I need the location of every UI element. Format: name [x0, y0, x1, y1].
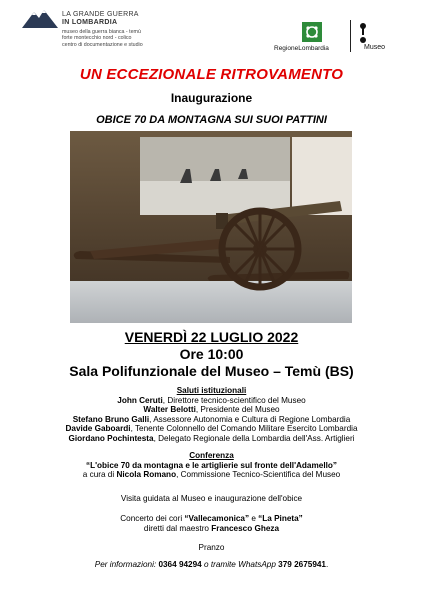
regione-lombardia-label: RegioneLombardia: [274, 45, 329, 52]
logo-title-line1: LA GRANDE GUERRA: [62, 11, 139, 18]
saluti-section: [0, 386, 423, 444]
event-time: Ore 10:00: [179, 346, 244, 362]
museo-label: Museo: [364, 44, 386, 51]
object-title: OBICE 70 DA MONTAGNA SUI SUOI PATTINI: [96, 114, 327, 126]
info-line: Per informazioni: 0364 94294 o tramite WhatsApp 379 2675941.: [94, 560, 329, 569]
regione-lombardia-rose-icon: [302, 22, 322, 42]
list-item: Giordano Pochintesta, Delegato Regionale della Lombardia dell'Ass. Artiglieri: [68, 433, 355, 443]
whatsapp-number[interactable]: 379 2675941: [278, 560, 326, 569]
logo-divider: [350, 20, 351, 52]
saluti-heading: Saluti istituzionali: [176, 386, 247, 395]
event-place: Sala Polifunzionale del Museo – Temù (BS): [69, 363, 354, 379]
pranzo-line: Pranzo: [198, 543, 225, 552]
main-title: UN ECCEZIONALE RITROVAMENTO: [79, 66, 344, 83]
list-item: Stefano Bruno Galli, Assessore Autonomia e Cultura di Regione Lombardia: [72, 414, 351, 424]
concerto-section: Concerto dei cori “Vallecamonica” e “La Pineta” diretti dal maestro Francesco Gheza: [120, 514, 303, 533]
list-item: Walter Belotti, Presidente del Museo: [143, 405, 280, 415]
list-item: Davide Gaboardi, Tenente Colonnello del Comando Militare Esercito Lombardia: [65, 424, 358, 434]
talk-title: “L'obice 70 da montagna e le artiglierie sul fronte dell'Adamello”: [86, 460, 337, 470]
logo-title-line2: IN LOMBARDIA: [62, 19, 118, 26]
museo-keyhole-icon: [358, 22, 368, 44]
phone-number[interactable]: 0364 94294: [158, 560, 202, 569]
grande-guerra-logo: [22, 8, 162, 58]
mountain-logo-icon: [22, 8, 58, 30]
subtitle: Inaugurazione: [170, 91, 253, 105]
howitzer-photo: [70, 131, 352, 323]
visita-line: Visita guidata al Museo e inaugurazione dell'obice: [120, 494, 303, 503]
partner-logos: [270, 20, 410, 54]
curator-line: a cura di Nicola Romano, Commissione Tecnico-Scientifica del Museo: [82, 470, 341, 480]
list-item: John Ceruti, Direttore tecnico-scientifico del Museo: [117, 395, 306, 405]
header: [0, 0, 423, 64]
logo-subtitle: museo della guerra bianca - temù forte montecchio nord - colico centro di documentazione e studio: [62, 29, 143, 48]
conferenza-section: [0, 451, 423, 480]
event-date: VENERDÌ 22 LUGLIO 2022: [124, 329, 299, 345]
conferenza-heading: Conferenza: [189, 451, 234, 460]
